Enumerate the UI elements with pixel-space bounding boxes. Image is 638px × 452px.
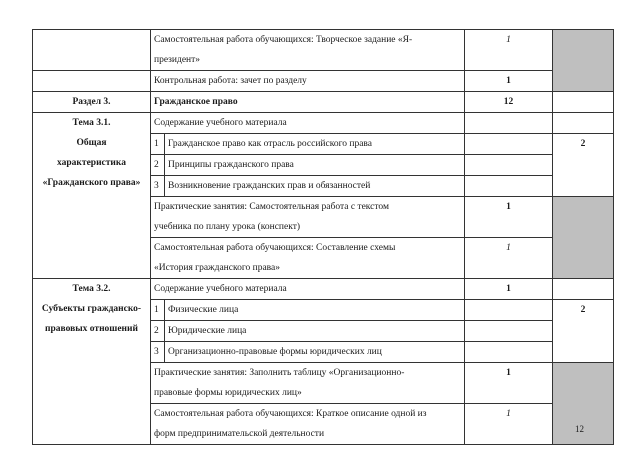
hours-cell: 1 — [465, 238, 553, 279]
curriculum-table — [32, 29, 614, 445]
list-item: 1 Гражданское право как отрасль российского права 2 — [33, 134, 614, 155]
topic-title: Тема 3.2. Субъекты гражданско- правовых отношений — [33, 279, 151, 445]
section-label: Раздел 3. — [33, 92, 151, 113]
list-item: 3 Возникновение гражданских прав и обязанностей — [33, 176, 614, 197]
list-item: 2 Юридические лица — [33, 321, 614, 342]
content-header: Содержание учебного материала — [151, 279, 465, 300]
list-item: 1 Физические лица 2 — [33, 300, 614, 321]
topic-title: Тема 3.1. Общая характеристика «Гражданского права» — [33, 113, 151, 279]
level-cell: 2 — [553, 300, 614, 363]
control-work-text: Контрольная работа: зачет по разделу — [151, 71, 465, 92]
table-row — [33, 279, 614, 300]
hours-cell: 1 — [465, 30, 553, 71]
practice-text: Практические занятия: Заполнить таблицу «Организационно- правовые формы юридических лиц» — [151, 363, 465, 404]
section-title: Гражданское право — [151, 92, 465, 113]
self-work-text: Самостоятельная работа обучающихся: Составление схемы «История гражданского права» — [151, 238, 465, 279]
list-item: 3 Организационно-правовые формы юридических лиц — [33, 342, 614, 363]
table-row: Самостоятельная работа обучающихся: Творческое задание «Я- президент» 1 — [33, 30, 614, 71]
content-header: Содержание учебного материала — [151, 113, 465, 134]
page-number: 12 — [575, 424, 584, 434]
self-work-text: Самостоятельная работа обучающихся: Творческое задание «Я- — [154, 35, 413, 45]
hours-cell: 1 — [465, 404, 553, 445]
hours-cell: 1 — [465, 279, 553, 300]
hours-cell: 12 — [465, 92, 553, 113]
list-item: 2 Принципы гражданского права — [33, 155, 614, 176]
table-row — [33, 71, 614, 92]
hours-cell: 1 — [465, 71, 553, 92]
self-work-text: Самостоятельная работа обучающихся: Краткое описание одной из форм предпринимательской деятельности — [151, 404, 465, 445]
hours-cell: 1 — [465, 363, 553, 404]
table-row — [33, 113, 614, 134]
practice-text: Практические занятия: Самостоятельная работа с текстом учебника по плану урока (конспект) — [151, 197, 465, 238]
level-cell: 2 — [553, 134, 614, 197]
section-row — [33, 92, 614, 113]
hours-cell: 1 — [465, 197, 553, 238]
